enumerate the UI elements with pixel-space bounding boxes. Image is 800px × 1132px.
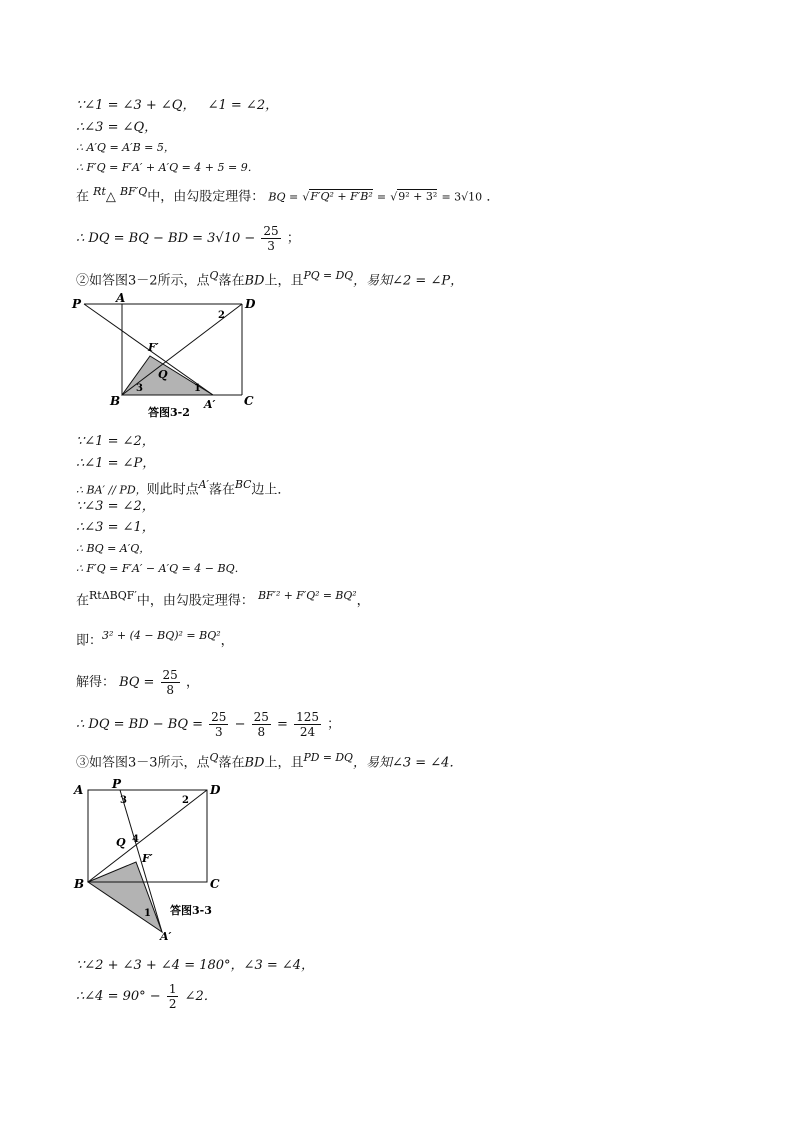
text: ③如答图3－3所示，点 (76, 755, 210, 771)
eq-text: ∴∠1 = ∠P， (76, 456, 156, 471)
label-P: P (72, 297, 82, 311)
text: 落在 (218, 273, 245, 289)
line-13 (76, 541, 150, 557)
eq-text: ∴ F′Q = F′A′ + A′Q = 4 + 5 = 9． (76, 161, 259, 174)
text: 解得： (76, 675, 116, 690)
eq-sign: = (376, 190, 387, 204)
label-F-prime: F′ (142, 852, 153, 865)
equation: 3² + (4 − BQ)² = BQ² (102, 629, 221, 642)
var: PD = DQ (303, 751, 353, 764)
label-B: B (110, 394, 121, 408)
line-8 (76, 434, 155, 450)
line-10 (76, 477, 290, 498)
line-3 (76, 140, 175, 156)
radicand: 9² + 3² (398, 190, 438, 204)
text: ∠2． (184, 989, 217, 1004)
eq-text: ∵∠1 = ∠2， (76, 434, 155, 449)
eq-lhs: BQ = (268, 190, 299, 204)
numerator: 25 (263, 224, 279, 238)
minus: − (234, 717, 246, 732)
shaded-triangle (88, 862, 162, 932)
numerator: 1 (168, 982, 177, 996)
angle-label-3: 3 (136, 383, 143, 394)
line-20 (76, 958, 314, 974)
eq-text: ∴ BA′ // PD， (76, 483, 147, 497)
fraction (294, 710, 321, 739)
line-18 (76, 710, 340, 739)
text: 则此时点 (146, 482, 199, 498)
line-11 (76, 499, 155, 515)
line-1 (76, 98, 278, 114)
var: BD (244, 755, 265, 771)
result: = 3√10 (441, 190, 483, 204)
triangle-name: RtΔBQF′ (89, 589, 137, 602)
eq-text: ∴ F′Q = F′A′ − A′Q = 4 − BQ． (76, 562, 246, 575)
eq-text: ∵∠3 = ∠2， (76, 499, 155, 514)
line-14 (76, 561, 246, 577)
text: ，易知∠3 = ∠4． (352, 755, 463, 771)
numerator: 25 (253, 710, 269, 724)
var: A′ (198, 478, 209, 491)
figure-caption: 答图3-2 (148, 406, 190, 419)
label-F-prime: F′ (148, 341, 159, 354)
line-5: 在 $^{Rt}$△ $^{BF'Q}$中，由勾股定理得： BQ = √F′Q² + F′B² = √9² + 3² = 3√10 ． (76, 185, 500, 205)
eq-text: ∵∠2 + ∠3 + ∠4 = 180°，∠3 = ∠4， (76, 958, 315, 973)
label-A: A (116, 292, 126, 305)
triangle-name: BF′Q (120, 185, 148, 198)
text: 在 (76, 189, 90, 205)
line-2 (76, 120, 157, 136)
figure-3-2 (70, 292, 270, 422)
text: 中，由勾股定理得： (136, 593, 254, 609)
label-D: D (245, 297, 256, 311)
punct: ． (486, 189, 500, 205)
line-6 (76, 224, 300, 253)
line-9 (76, 456, 155, 472)
eq-sign: = (277, 717, 288, 732)
figure-caption: 答图3-3 (170, 904, 212, 917)
label-B: B (74, 877, 85, 891)
denominator: 2 (168, 997, 177, 1011)
text: 中，由勾股定理得： (147, 189, 265, 205)
eq-angle1: ∵∠1 = ∠3 + ∠Q， (76, 98, 196, 113)
label-Q: Q (158, 368, 168, 381)
label-Q: Q (116, 836, 126, 849)
numerator: 125 (296, 710, 319, 724)
denominator: 8 (252, 724, 271, 739)
line-12 (76, 520, 155, 536)
label-C: C (210, 877, 220, 891)
eq-lhs: ∴ DQ = BQ − BD = 3√10 − (76, 231, 256, 246)
equation: BF′² + F′Q² = BQ² (258, 589, 357, 602)
angle-label-3: 3 (120, 795, 127, 806)
radicand: F′Q² + F′B² (310, 190, 373, 204)
label-C: C (244, 394, 254, 408)
label-D: D (210, 783, 221, 797)
diagonal-BD (88, 790, 207, 882)
var: PQ = DQ (303, 269, 354, 282)
label-A-prime: A′ (160, 930, 172, 943)
numerator: 25 (211, 710, 227, 724)
line-15 (76, 588, 370, 609)
eq-text: ∴∠3 = ∠Q， (76, 120, 158, 135)
punct: ， (220, 633, 234, 649)
fraction (161, 668, 180, 697)
text: 上，且 (264, 273, 304, 289)
fraction (252, 710, 271, 739)
line-17 (76, 668, 199, 697)
text: 上，且 (264, 755, 304, 771)
punct: ； (286, 231, 300, 246)
eq-angle1-angle2: ∠1 = ∠2， (207, 98, 279, 113)
denominator: 3 (209, 724, 228, 739)
text: 边上． (251, 482, 291, 498)
angle-label-1: 1 (194, 383, 201, 394)
text: ②如答图3－2所示，点 (76, 273, 210, 289)
angle-label-2: 2 (182, 795, 189, 806)
var: Q (209, 269, 219, 282)
line-7 (76, 268, 463, 289)
eq-lhs: ∴ DQ = BD − BQ = (76, 717, 204, 732)
figure-3-3 (70, 776, 240, 946)
eq-lhs: BQ = (119, 675, 155, 690)
fraction (167, 982, 179, 1011)
rt-label: Rt (93, 185, 106, 198)
text: ，易知∠2 = ∠P， (353, 273, 464, 289)
label-A-prime: A′ (204, 398, 216, 411)
label-A: A (74, 783, 84, 797)
line-21 (76, 982, 217, 1011)
eq-text: ∴ BQ = A′Q， (76, 542, 151, 555)
var: BC (234, 478, 252, 491)
eq-text: ∴ A′Q = A′B = 5， (76, 141, 175, 154)
numerator: 25 (162, 668, 178, 682)
angle-label-2: 2 (218, 310, 225, 321)
denominator: 24 (294, 724, 321, 739)
punct: ； (327, 717, 341, 732)
triangle-symbol: △ (105, 189, 116, 205)
text: 在 (76, 593, 90, 609)
denominator: 3 (261, 238, 280, 253)
angle-label-1: 1 (144, 908, 151, 919)
line-4 (76, 160, 259, 176)
text: 即： (76, 633, 103, 649)
eq-text: ∴∠3 = ∠1， (76, 520, 155, 535)
fraction (209, 710, 228, 739)
text: 落在 (218, 755, 245, 771)
denominator: 8 (161, 682, 180, 697)
label-P: P (112, 777, 122, 791)
var: BD (244, 273, 265, 289)
eq-lhs: ∴∠4 = 90° − (76, 989, 161, 1004)
punct: ， (356, 593, 370, 609)
line-16 (76, 628, 234, 649)
var: Q (209, 751, 219, 764)
line-19 (76, 750, 462, 771)
text: 落在 (208, 482, 235, 498)
punct: ， (185, 675, 199, 690)
fraction (261, 224, 280, 253)
angle-label-4: 4 (132, 834, 139, 845)
